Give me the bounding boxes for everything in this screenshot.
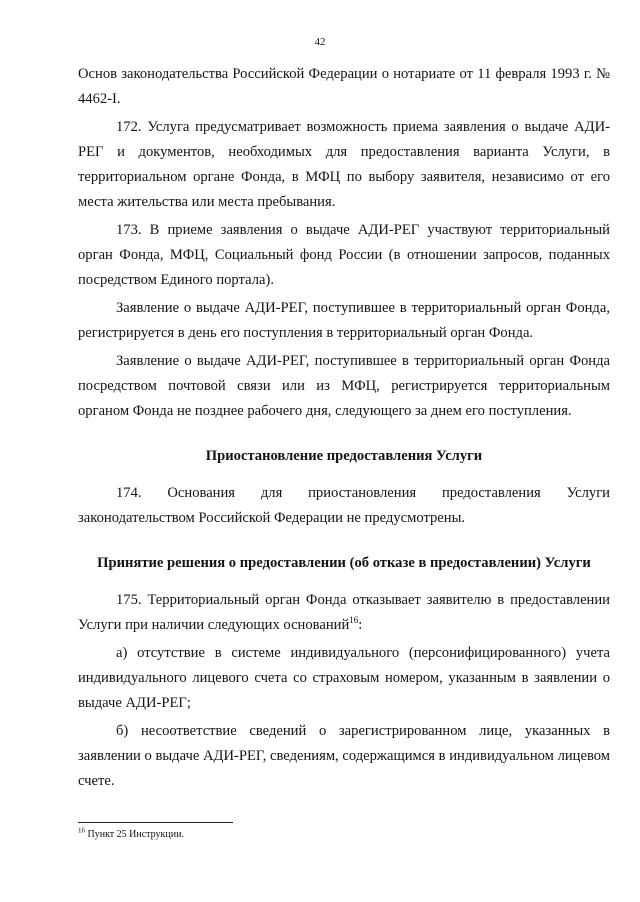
paragraph-174: 174. Основания для приостановления предоставления Услуги законодательством Российской Федерации не предусмотрены. — [78, 485, 610, 526]
section-heading-decision: Принятие решения о предоставлении (об отказе в предоставлении) Услуги — [97, 555, 591, 571]
footnote-reference[interactable]: 16 — [349, 615, 359, 626]
paragraph-continuation: Основ законодательства Российской Федерации о нотариате от 11 февраля 1993 г. № 4462-I. — [78, 66, 610, 107]
page-number: 42 — [314, 36, 326, 48]
footnote-separator — [78, 822, 233, 823]
footnote — [78, 828, 184, 842]
paragraph-175-b: б) несоответствие сведений о зарегистрированном лице, указанных в заявлении о выдаче АДИ-РЕГ, сведениям, содержащимся в индивидуальном лицевом счете. — [78, 723, 610, 789]
paragraph-175-a: а) отсутствие в системе индивидуального (персонифицированного) учета индивидуального лицевого счета со страховым номером, указанным в заявлении о выдаче АДИ-РЕГ; — [78, 645, 610, 711]
paragraph-175-tail: : — [358, 617, 363, 633]
paragraph-175-text: 175. Территориальный орган Фонда отказывает заявителю в предоставлении Услуги при наличии следующих оснований — [78, 592, 610, 633]
document-body — [78, 62, 610, 797]
paragraph-172: 172. Услуга предусматривает возможность приема заявления о выдаче АДИ-РЕГ и документов, необходимых для предоставления варианта Услуги, в территориальном органе Фонда, в МФЦ по выбору заявителя, независимо от его места жительства или места пребывания. — [78, 119, 610, 210]
paragraph-173: 173. В приеме заявления о выдаче АДИ-РЕГ участвуют территориальный орган Фонда, МФЦ, Социальный фонд России (в отношении запросов, поданных посредством Единого портала). — [78, 222, 610, 288]
paragraph-175 — [78, 588, 610, 638]
section-heading-suspension: Приостановление предоставления Услуги — [205, 448, 483, 464]
paragraph-registration-post: Заявление о выдаче АДИ-РЕГ, поступившее в территориальный орган Фонда посредством почтовой связи или из МФЦ, регистрируется территориальным органом Фонда не позднее рабочего дня, следующего за днем его поступления. — [78, 353, 610, 419]
footnote-text: Пункт 25 Инструкции. — [85, 829, 184, 840]
paragraph-registration-same-day: Заявление о выдаче АДИ-РЕГ, поступившее в территориальный орган Фонда, регистрируется в день его поступления в территориальный орган Фонда. — [78, 300, 610, 341]
footnote-number: 16 — [78, 826, 85, 835]
